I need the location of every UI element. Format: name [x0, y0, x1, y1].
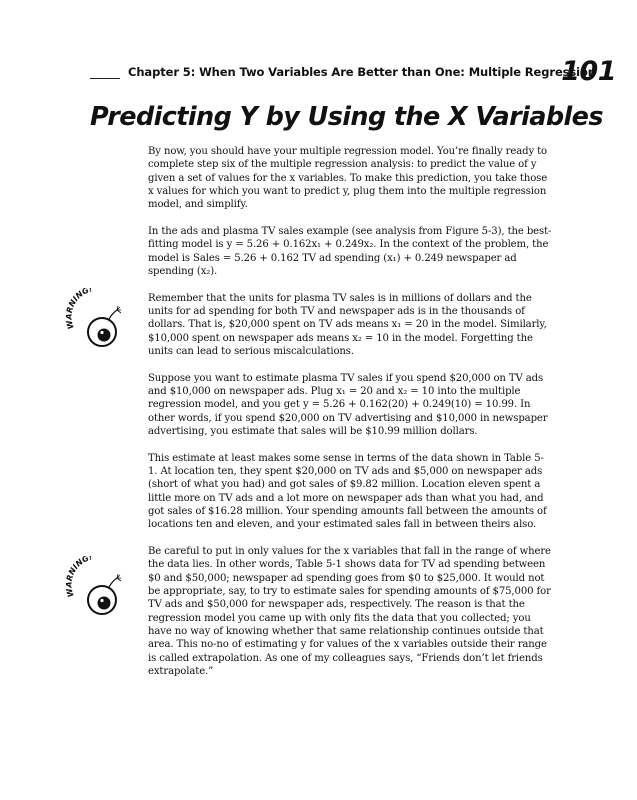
page-number: 101: [561, 56, 616, 87]
section-title: Predicting Y by Using the X Variables: [90, 102, 603, 132]
paragraph-intro: By now, you should have your multiple regression model. You’re finally ready to complete step six of the multiple regression analysis: to predict the value of y given a set of values for the x variables. To make this prediction, you take those x values for which you want to predict y, plug them into the multiple regression model, and simplify.: [148, 146, 548, 211]
paragraph-model: In the ads and plasma TV sales example (see analysis from Figure 5-3), the best-fitting model is y = 5.26 + 0.162x₁ + 0.249x₂. In the context of the problem, the model is Sales = 5.26 + 0.162 TV ad spending (x₁) + 0.249 newspaper ad spending (x₂).: [148, 226, 552, 278]
paragraph-warning-units: Remember that the units for plasma TV sales is in millions of dollars and the units for ad spending for both TV and newspaper ads is in the thousands of dollars. That is, $20,000 spent on TV ads means x₁ = 20 in the model. Similarly, $10,000 spent on newspaper ads means x₂ = 10 in the model. Forgetting the units can lead to serious miscalculations.: [148, 292, 547, 358]
paragraph-warning-extrapolation: Be careful to put in only values for the x variables that fall in the range of where the data lies. In other words, Table 5-1 shows data for TV ad spending between $0 and $50,000; newspaper ad spending goes from $0 to $25,000. It would not be appropriate, say, to try to estimate sales for spending amounts of $75,000 for TV ads and $50,000 for newspaper ads, respectively. The reason is that the regression model you came up with only fits the data that you collected; you have no way of knowing whether that same relationship continues outside that area. This no-no of estimating y for values of the x variables outside their range is called extrapolation. As one of my colleagues says, “Friends don’t let friends extrapolate.”: [148, 546, 551, 678]
paragraph-example: Suppose you want to estimate plasma TV sales if you spend $20,000 on TV ads and $10,000 on newspaper ads. Plug x₁ = 20 and x₂ = 10 into the multiple regression model, and you get y = 5.26 + 0.162(20) + 0.249(10) = 10.99. In other words, if you spend $20,000 on TV advertising and $10,000 in newspaper advertising, you estimate that sales will be $10.99 million dollars.: [148, 372, 548, 438]
paragraph-estimate: This estimate at least makes some sense in terms of the data shown in Table 5-1. At location ten, they spent $20,000 on TV ads and $5,000 on newspaper ads (short of what you had) and got sales of $9.82 million. Location eleven spent a little more on TV ads and a lot more on newspaper ads than what you had, and got sales of $16.28 million. Your spending amounts fall between the amounts of locations ten and eleven, and your estimated sales fall in between theirs also.: [148, 452, 547, 531]
warning-icon: [66, 556, 130, 618]
running-header: [90, 56, 620, 90]
chapter-title: Chapter 5: When Two Variables Are Better than One: Multiple Regression: [128, 65, 596, 79]
header-rule: [90, 78, 120, 79]
warning-icon: [66, 288, 130, 350]
warning-label: NING!: [67, 288, 94, 309]
warning-label: NING!: [67, 556, 94, 577]
body-text: [67, 145, 553, 679]
